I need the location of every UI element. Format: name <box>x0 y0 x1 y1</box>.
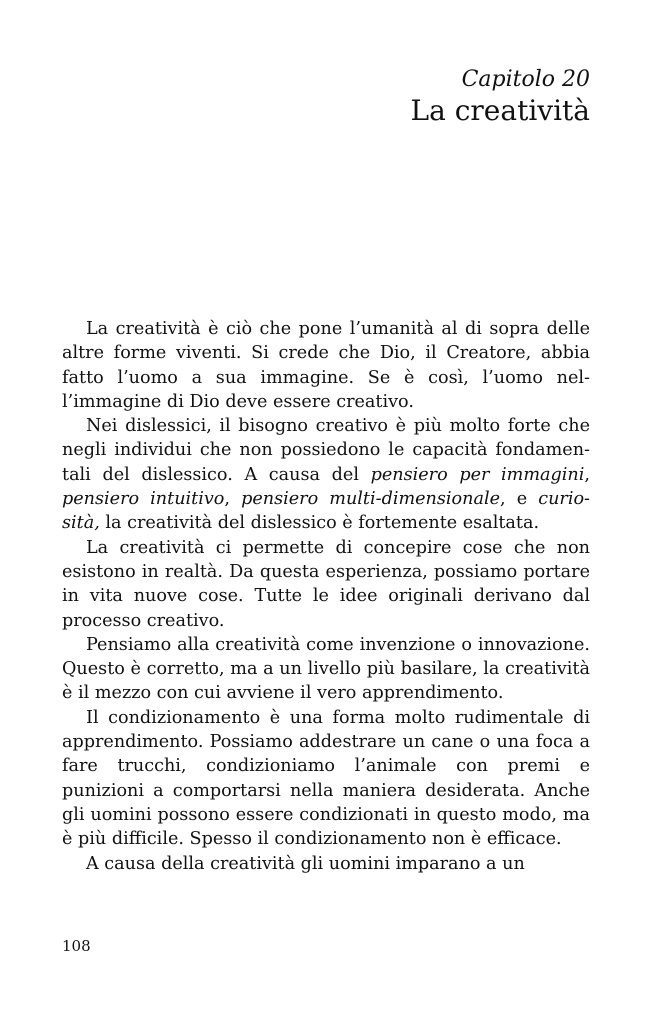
italic-term: curiosità, <box>62 489 590 534</box>
text-run: , <box>224 489 242 510</box>
paragraph <box>62 706 590 852</box>
paragraph <box>62 536 590 633</box>
paragraph <box>62 633 590 706</box>
chapter-number: Capitolo 20 <box>461 67 590 92</box>
paragraph <box>62 852 590 876</box>
italic-term: pensiero multi-dimensionale <box>241 489 500 510</box>
body-text <box>62 317 590 876</box>
text-run: Pensiamo alla creatività come invenzione o innovazione. Questo è corretto, ma a un livello più basilare, la creatività è il mezzo con cui avviene il vero apprendimento. <box>62 634 590 704</box>
text-run: , <box>584 464 590 485</box>
page-number: 108 <box>62 937 91 955</box>
italic-term: pensiero intuitivo <box>62 489 225 510</box>
text-run: A causa della creatività gli uomini imparano a un <box>86 853 525 874</box>
paragraph <box>62 317 590 414</box>
text-run: Il condizionamento è una forma molto rudimentale di apprendimento. Possiamo addestrare un cane o una foca a fare trucchi, condizioniamo l’animale con premi e punizioni a comportarsi nella maniera desiderata. Anche gli uomini possono essere condizionati in questo modo, ma è più difficile. Spesso il condizionamento non è efficace. <box>62 707 590 850</box>
italic-term: pensiero per immagini <box>370 464 585 485</box>
text-run: La creatività ci permette di concepire cose che non esistono in realtà. Da questa esperienza, possiamo portare in vita nuove cose. Tutte le idee originali derivano dal processo creativo. <box>62 537 590 631</box>
text-run: la creatività del dislessico è fortemente esaltata. <box>99 513 540 534</box>
chapter-heading <box>411 66 590 128</box>
text-run: La creatività è ciò che pone l’umanità al di sopra delle altre forme viventi. Si crede che Dio, il Creatore, abbia fatto l’uomo a sua immagine. Se è così, l’uomo nell’immagine di Dio deve essere creativo. <box>62 319 590 412</box>
chapter-title: La creatività <box>410 94 590 127</box>
text-run: Nei dislessici, il bisogno creativo è più molto forte che negli individui che non possiedono le capacità fondamentali del dislessico. A causa del <box>62 416 590 485</box>
text-run: , e <box>500 489 539 510</box>
paragraph <box>62 414 590 535</box>
